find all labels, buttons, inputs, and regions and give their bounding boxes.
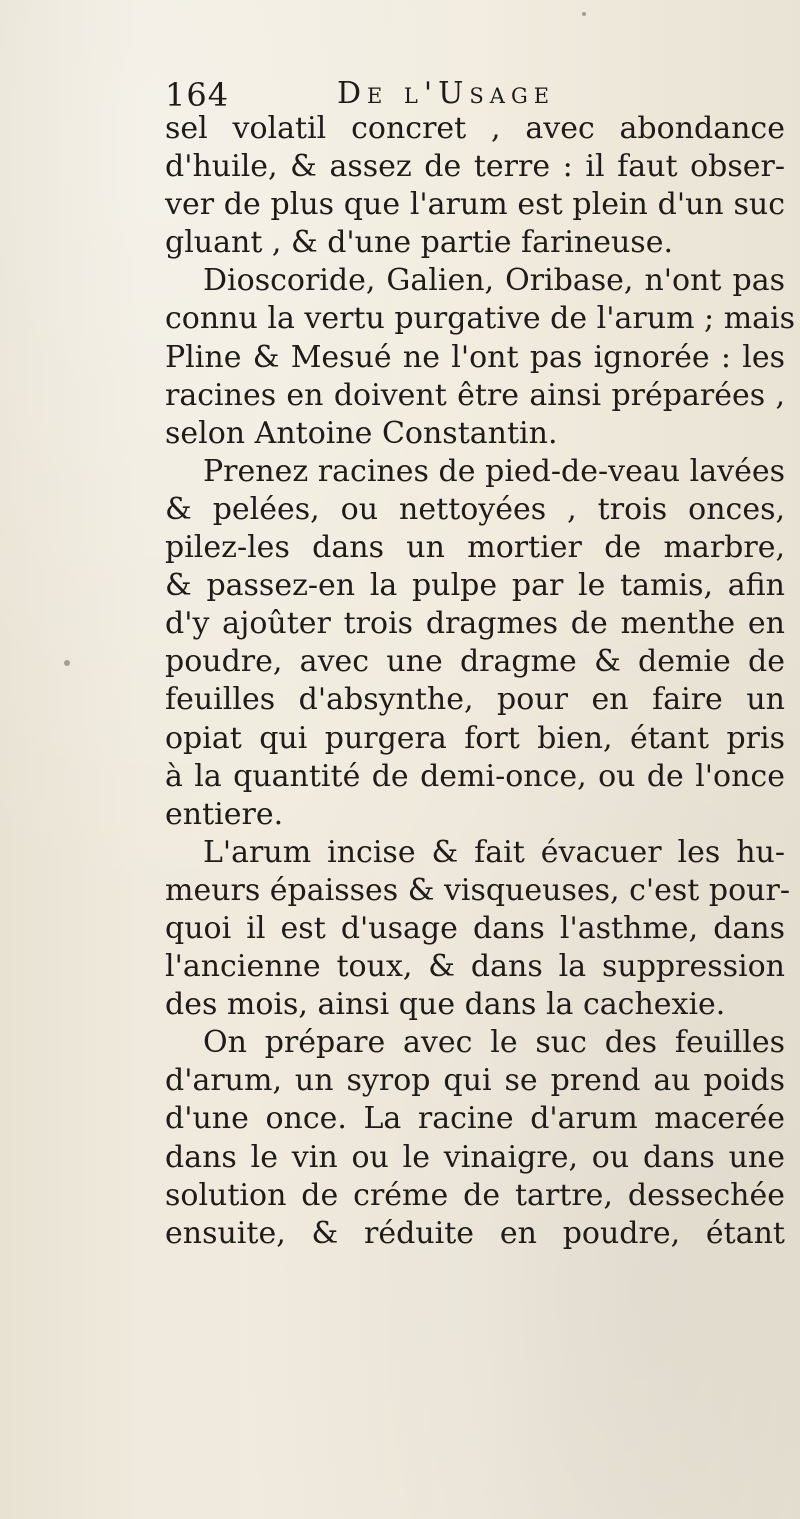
text-line: dans le vin ou le vinaigre, ou dans une — [165, 1139, 785, 1175]
text-line: connu la vertu purgative de l'arum ; mais — [165, 301, 796, 337]
text-line: Prenez racines de pied-de-veau lavées — [203, 453, 785, 489]
text-line: entiere. — [165, 796, 284, 832]
text-line: feuilles d'absynthe, pour en faire un — [165, 682, 785, 718]
text-line: pilez-les dans un mortier de marbre, — [165, 530, 785, 566]
page-number: 164 — [165, 76, 230, 114]
text-line: & passez-en la pulpe par le tamis, afin — [165, 568, 785, 604]
text-line: d'y ajoûter trois dragmes de menthe en — [165, 606, 785, 642]
text-line: à la quantité de demi-once, ou de l'once — [165, 758, 785, 794]
text-line: gluant , & d'une partie farineuse. — [165, 225, 673, 261]
text-line: des mois, ainsi que dans la cachexie. — [165, 987, 726, 1023]
text-line: l'ancienne toux, & dans la suppression — [165, 949, 785, 985]
text-line: solution de créme de tartre, dessechée — [165, 1177, 785, 1213]
text-line: ver de plus que l'arum est plein d'un suc — [165, 187, 785, 223]
text-line: & pelées, ou nettoyées , trois onces, — [165, 491, 785, 527]
paper-speck — [582, 12, 586, 16]
text-line: d'une once. La racine d'arum macerée — [165, 1101, 785, 1137]
text-line: meurs épaisses & visqueuses, c'est pour- — [165, 872, 790, 908]
text-line: selon Antoine Constantin. — [165, 415, 558, 451]
text-line: racines en doivent être ainsi préparées , — [165, 377, 785, 413]
text-line: On prépare avec le suc des feuilles — [203, 1025, 785, 1061]
text-line: d'huile, & assez de terre : il faut obser- — [165, 149, 785, 185]
text-line: quoi il est d'usage dans l'asthme, dans — [165, 910, 785, 946]
paper-speck — [64, 660, 70, 666]
text-line: ensuite, & réduite en poudre, étant — [165, 1215, 785, 1251]
text-line: sel volatil concret , avec abondance — [165, 111, 785, 146]
text-line: L'arum incise & fait évacuer les hu- — [203, 834, 785, 870]
text-line: d'arum, un syrop qui se prend au poids — [165, 1063, 785, 1099]
text-line: poudre, avec une dragme & demie de — [165, 644, 785, 680]
running-head: De l'Usage — [337, 76, 556, 111]
text-line: Pline & Mesué ne l'ont pas ignorée : les — [165, 339, 785, 375]
body-text — [165, 110, 796, 1253]
text-line: opiat qui purgera fort bien, étant pris — [165, 720, 785, 756]
text-line: Dioscoride, Galien, Oribase, n'ont pas — [203, 263, 785, 299]
